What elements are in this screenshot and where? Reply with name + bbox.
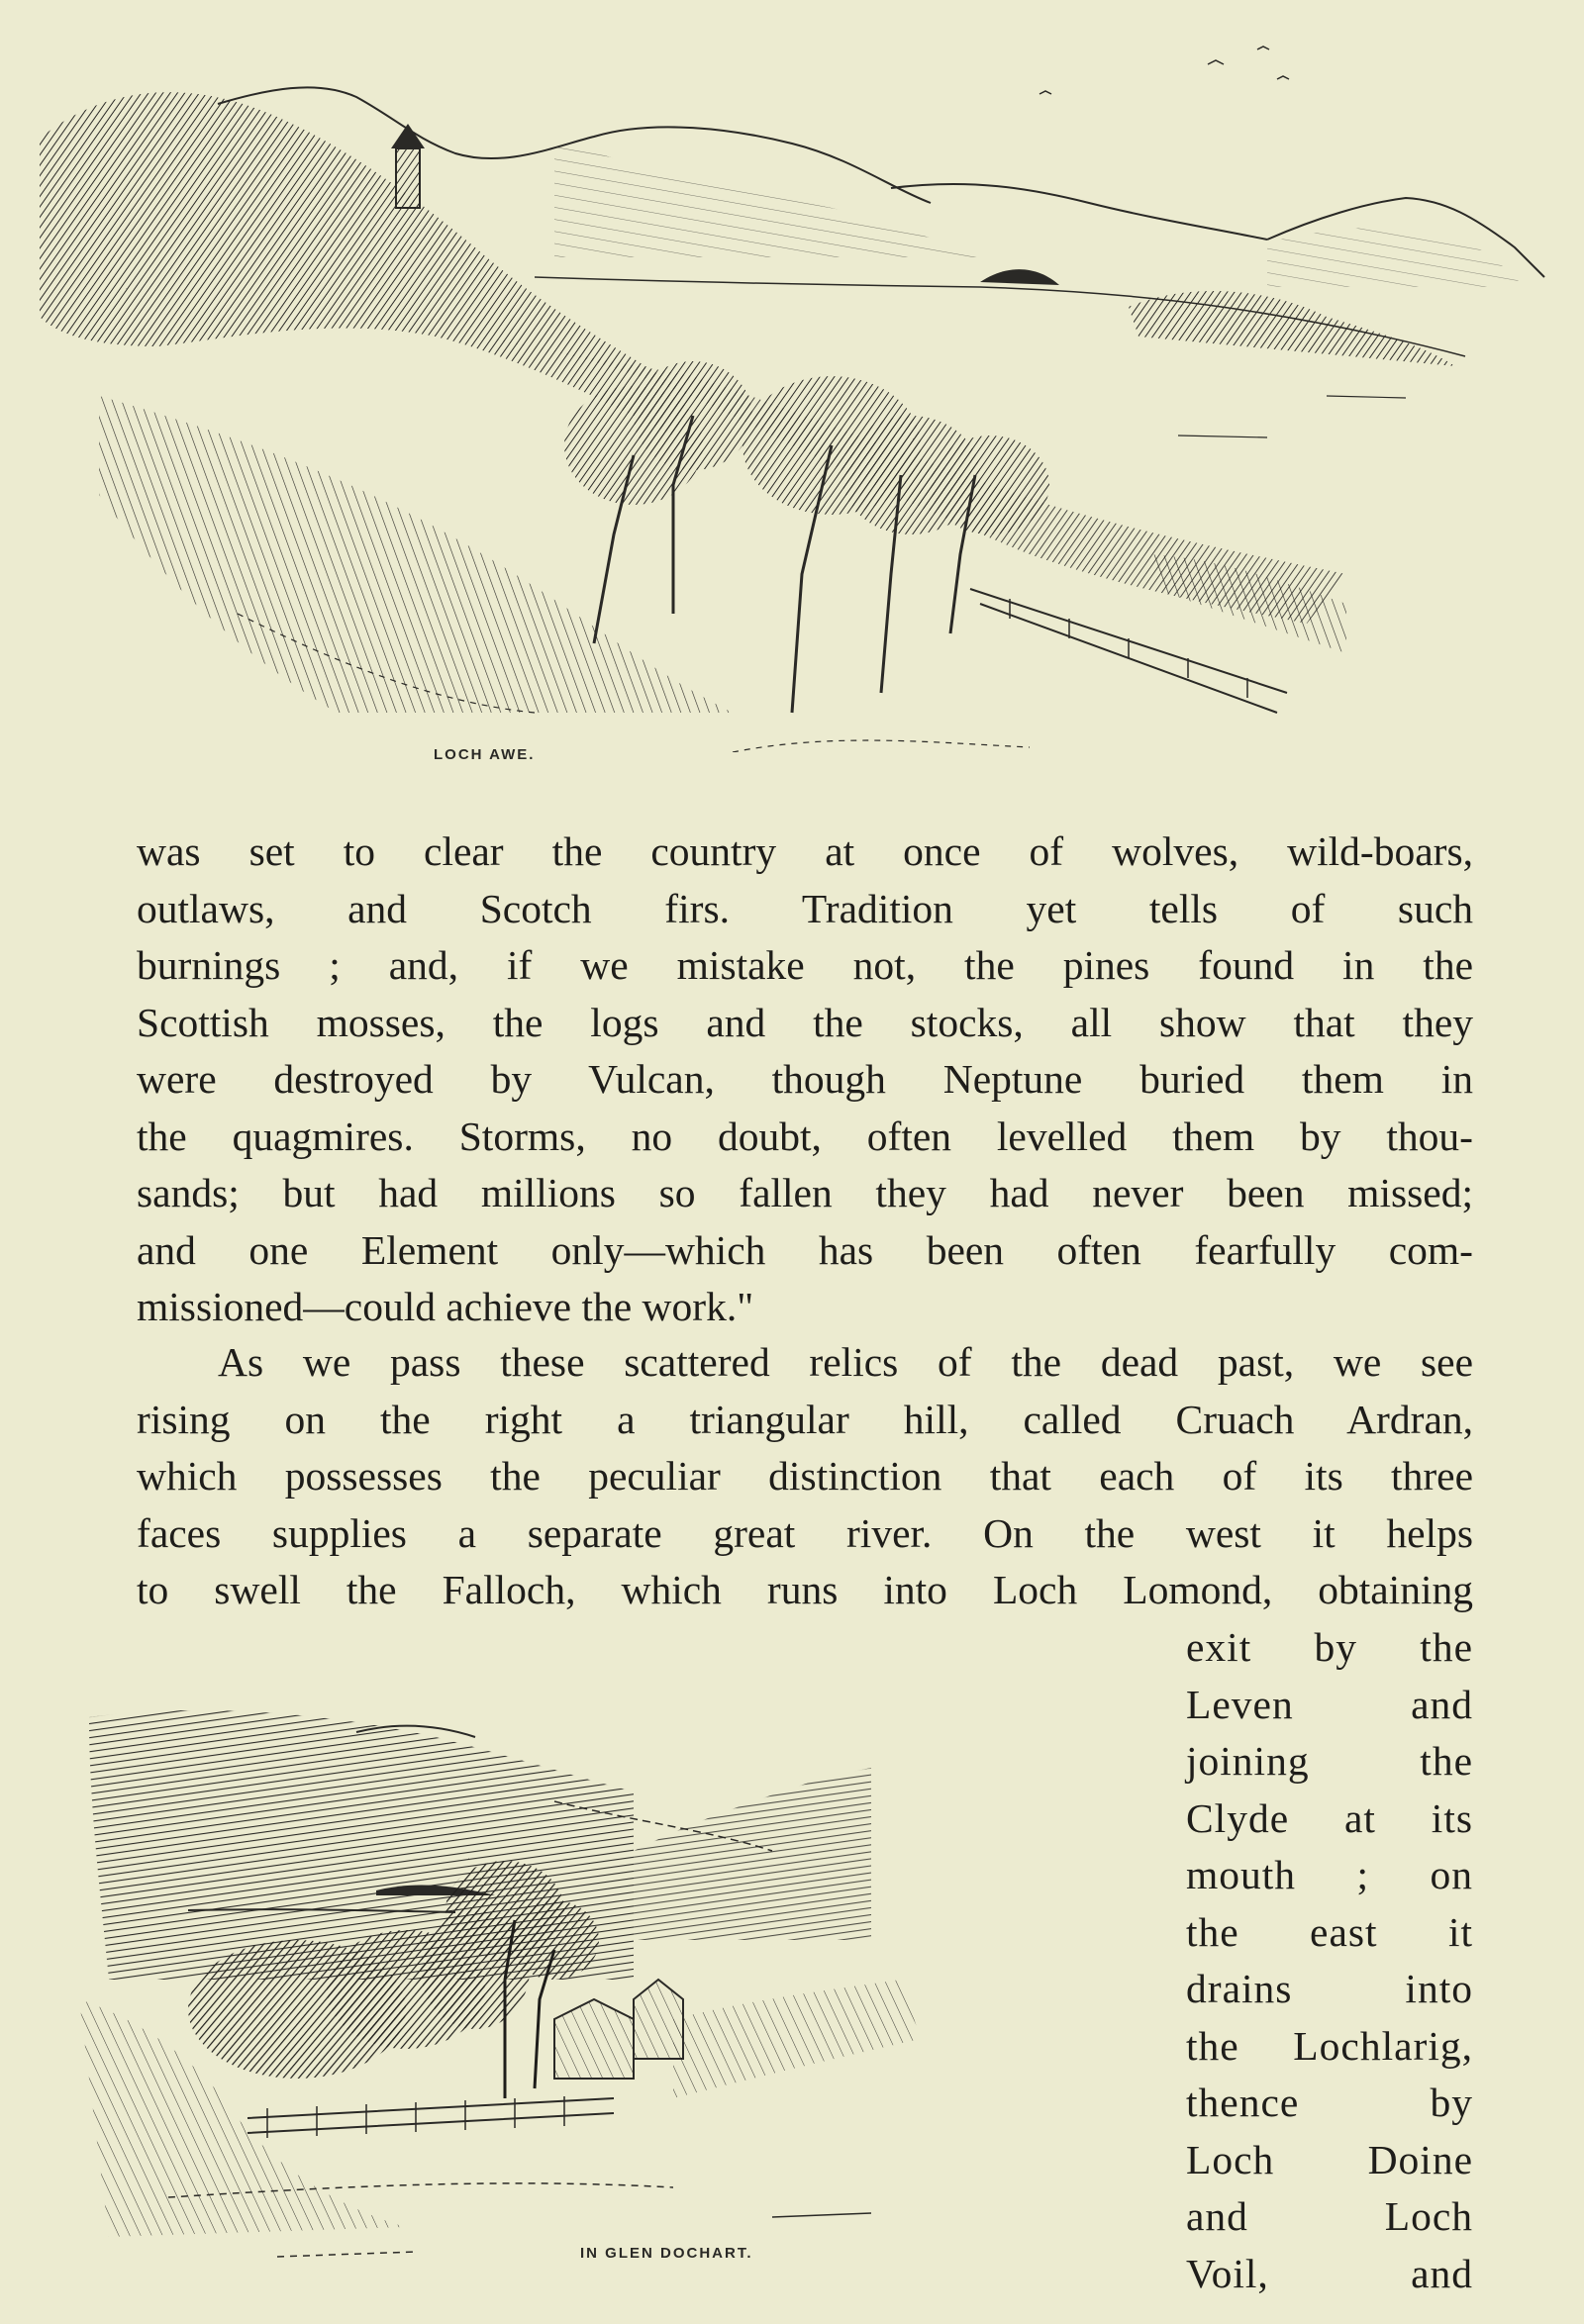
text-line: the east it [1186,1908,1473,1955]
text-line: Leven and [1186,1681,1473,1727]
text-line: and one Element only—which has been often fearfully com- [137,1226,1473,1273]
loch-awe-engraving [40,20,1584,752]
glen-dochart-engraving [79,1683,1148,2276]
text-line: exit by the [1186,1624,1473,1670]
text-line: sands; but had millions so fallen they had never been missed; [137,1170,1473,1215]
figure-caption: IN GLEN DOCHART. [580,2245,753,2262]
text-line: Loch Doine [1186,2136,1473,2182]
text-line: were destroyed by Vulcan, though Neptune buried them in [137,1056,1473,1102]
figure-caption: LOCH AWE. [434,746,536,763]
text-line: Voil, and [1186,2250,1473,2296]
paragraph-1 [137,823,1473,1336]
text-line: burnings ; and, if we mistake not, the pines found in the [137,942,1473,988]
loch-awe-illustration [40,20,1584,752]
text-line: faces supplies a separate great river. On the west it helps [137,1509,1473,1556]
paragraph-2 [137,1334,1473,1619]
text-line: rising on the right a triangular hill, called Cruach Ardran, [137,1396,1473,1442]
text-line: which possesses the peculiar distinction that each of its three [137,1453,1473,1499]
text-line: joining the [1186,1738,1473,1784]
text-line: was set to clear the country at once of wolves, wild-boars, [137,828,1473,874]
text-line: to swell the Falloch, which runs into Loch Lomond, obtaining [137,1567,1473,1612]
text-line: mouth ; on [1186,1852,1473,1897]
glen-dochart-illustration [79,1683,1148,2276]
text-line: Clyde at its [1186,1794,1473,1841]
paragraph-2-narrow-column [1186,1619,1473,2302]
text-line: the quagmires. Storms, no doubt, often levelled them by thou- [137,1113,1473,1159]
text-line: and Loch [1186,2193,1473,2239]
text-line: the Lochlarig, [1186,2022,1473,2069]
text-line: As we pass these scattered relics of the dead past, we see [218,1339,1473,1385]
text-line: drains into [1186,1966,1473,2011]
text-line: outlaws, and Scotch firs. Tradition yet tells of such [137,885,1473,931]
text-line: Scottish mosses, the logs and the stocks, all show that they [137,999,1473,1045]
text-line: missioned—could achieve the work." [137,1284,754,1329]
text-line: thence by [1186,2080,1473,2125]
